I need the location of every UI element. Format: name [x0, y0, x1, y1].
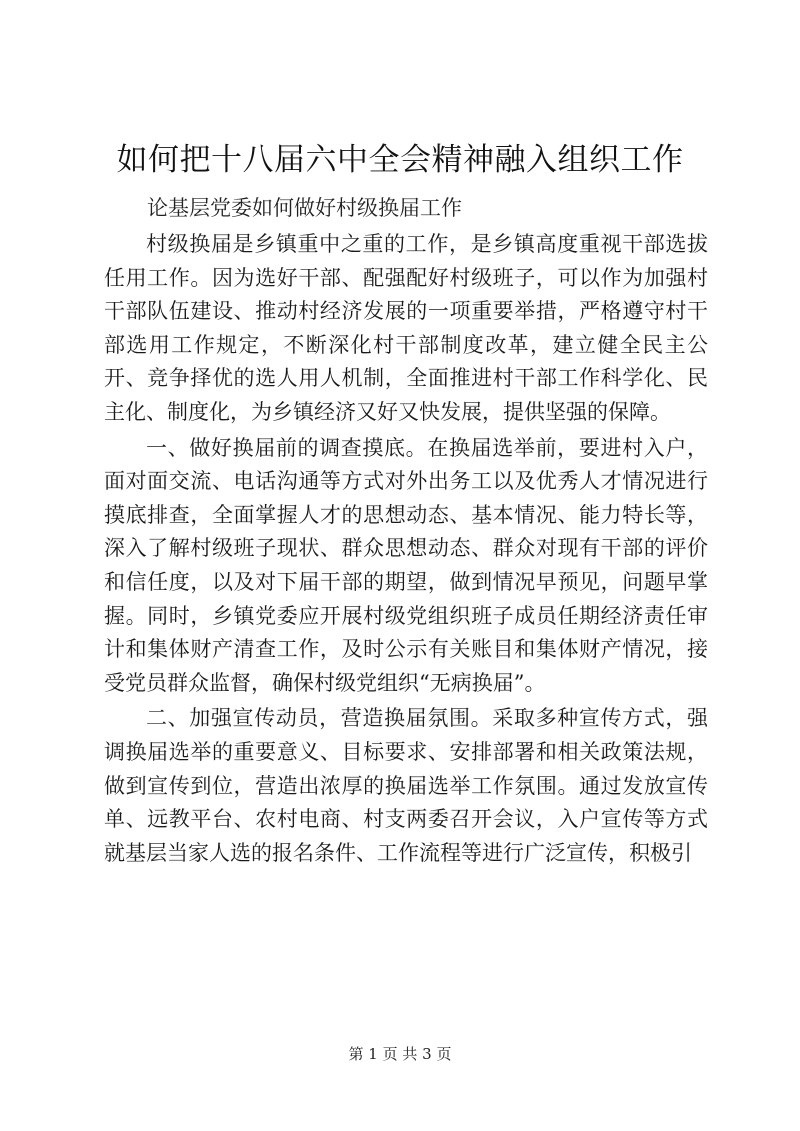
- paragraph: 村级换届是乡镇重中之重的工作，是乡镇高度重视干部选拔任用工作。因为选好干部、配强配好村级班子，可以作为加强村干部队伍建设、推动村经济发展的一项重要举措，严格遵守村干部选用工作规定，不断深化村干部制度改革，建立健全民主公开、竞争择优的选人用人机制，全面推进村干部工作科学化、民主化、制度化，为乡镇经济又好又快发展，提供坚强的保障。: [104, 232, 708, 424]
- document-title: 如何把十八届六中全会精神融入组织工作: [116, 142, 684, 178]
- document-subtitle: 论基层党委如何做好村级换届工作: [147, 196, 462, 220]
- document-body: [104, 228, 708, 872]
- paragraph: 一、做好换届前的调查摸底。在换届选举前，要进村入户，面对面交流、电话沟通等方式对外出务工以及优秀人才情况进行摸底排查，全面掌握人才的思想动态、基本情况、能力特长等，深入了解村级班子现状、群众思想动态、群众对现有干部的评价和信任度，以及对下届干部的期望，做到情况早预见，问题早掌握。同时，乡镇党委应开展村级党组织班子成员任期经济责任审计和集体财产清查工作，及时公示有关账目和集体财产情况，接受党员群众监督，确保村级党组织“无病换届”。: [104, 435, 708, 695]
- page-footer: 第 1 页 共 3 页: [348, 1045, 452, 1063]
- paragraph: 二、加强宣传动员，营造换届氛围。采取多种宣传方式，强调换届选举的重要意义、目标要求、安排部署和相关政策法规，做到宣传到位，营造出浓厚的换届选举工作氛围。通过发放宣传单、远教平台、农村电商、村支两委召开会议，入户宣传等方式就基层当家人选的报名条件、工作流程等进行广泛宣传，积极引: [104, 706, 708, 865]
